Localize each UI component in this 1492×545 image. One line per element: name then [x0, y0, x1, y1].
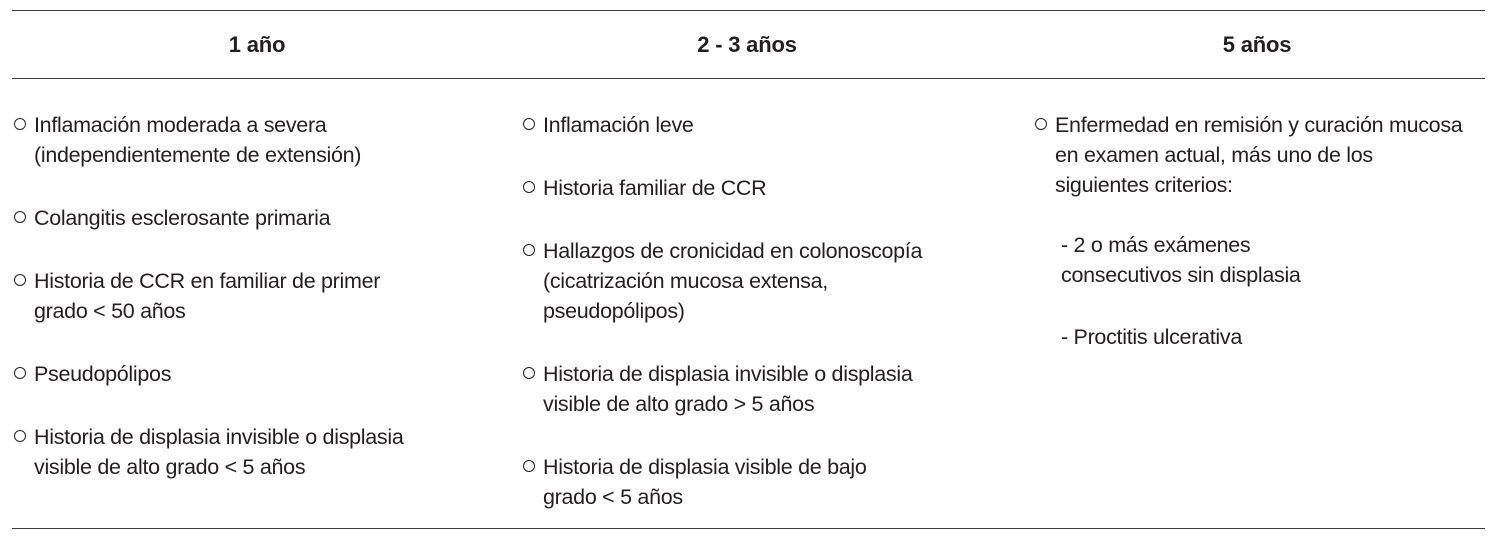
list-item [523, 110, 1003, 140]
table-top-rule [12, 10, 1485, 11]
item-line: grado < 5 años [543, 485, 683, 509]
item-line: visible de alto grado > 5 años [543, 392, 815, 416]
circle-bullet-icon [14, 430, 26, 442]
circle-bullet-icon [14, 211, 26, 223]
item-line: visible de alto grado < 5 años [34, 455, 306, 479]
item-line: pseudopólipos) [543, 299, 685, 323]
list-item [523, 452, 1003, 512]
circle-bullet-icon [523, 244, 535, 256]
list-item [523, 359, 1003, 419]
circle-bullet-icon [523, 367, 535, 379]
item-line: Historia de displasia invisible o displasia [34, 425, 404, 449]
list-item [14, 422, 494, 482]
list-item [14, 266, 494, 326]
circle-bullet-icon [523, 118, 535, 130]
circle-bullet-icon [14, 367, 26, 379]
item-line: Historia de CCR en familiar de primer [34, 269, 381, 293]
item-line: consecutivos sin displasia [1061, 263, 1301, 287]
circle-bullet-icon [14, 118, 26, 130]
item-line: en examen actual, más uno de los [1055, 143, 1373, 167]
item-line: Hallazgos de cronicidad en colonoscopía [543, 239, 923, 263]
item-line: (cicatrización mucosa extensa, [543, 269, 828, 293]
circle-bullet-icon [523, 181, 535, 193]
circle-bullet-icon [523, 460, 535, 472]
item-line: Historia familiar de CCR [543, 176, 767, 200]
item-line: - Proctitis ulcerativa [1061, 325, 1242, 349]
list-item [523, 236, 1003, 326]
list-item [523, 173, 1003, 203]
list-item [14, 110, 494, 170]
circle-bullet-icon [14, 274, 26, 286]
list-item [14, 203, 494, 233]
table-header-rule [12, 78, 1485, 79]
item-line: (independientemente de extensión) [34, 143, 362, 167]
header-5-years: 5 años [1222, 32, 1292, 57]
item-line: Historia de displasia invisible o displasia [543, 362, 913, 386]
item-line: Historia de displasia visible de bajo [543, 455, 867, 479]
item-line: Pseudopólipos [34, 362, 172, 386]
item-line: Colangitis esclerosante primaria [34, 206, 331, 230]
column-5-years [1035, 110, 1485, 384]
item-line: - 2 o más exámenes [1061, 233, 1251, 257]
list-item [1035, 110, 1485, 200]
item-line: Inflamación leve [543, 113, 694, 137]
column-1-year [14, 110, 494, 515]
criteria-subitem [1035, 322, 1485, 352]
list-item [14, 359, 494, 389]
circle-bullet-icon [1035, 118, 1047, 130]
item-line: Enfermedad en remisión y curación mucosa [1055, 113, 1463, 137]
item-line: siguientes criterios: [1055, 173, 1233, 197]
item-line: Inflamación moderada a severa [34, 113, 327, 137]
column-2-3-years [523, 110, 1003, 545]
criteria-subitem [1035, 230, 1485, 290]
header-1-year: 1 año [228, 32, 286, 57]
header-2-3-years: 2 - 3 años [697, 32, 797, 57]
item-line: grado < 50 años [34, 299, 186, 323]
